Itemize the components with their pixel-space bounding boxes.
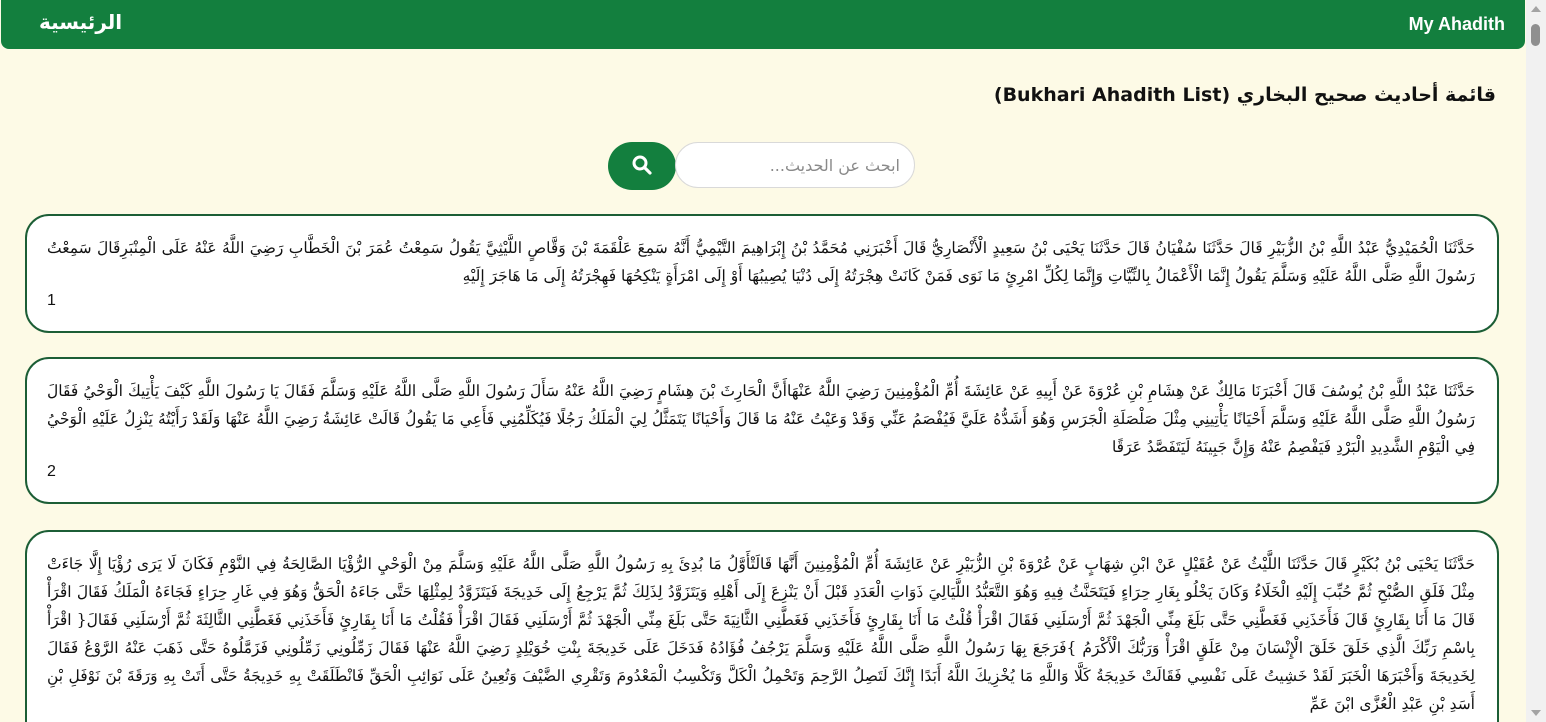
search-input[interactable] xyxy=(675,142,915,188)
brand-title[interactable]: My Ahadith xyxy=(1408,14,1505,34)
nav-home-link[interactable]: الرئيسية xyxy=(39,10,123,34)
scroll-up-arrow-icon[interactable] xyxy=(1531,6,1541,12)
scroll-down-arrow-icon[interactable] xyxy=(1531,710,1541,716)
hadith-text: حَدَّثَنَا عَبْدُ اللَّهِ بْنُ يُوسُفَ قَالَ أَخْبَرَنَا مَالِكٌ عَنْ هِشَامِ بْنِ عُرْوَةَ عَنْ أَبِيهِ عَنْ عَائِشَةَ أُمِّ الْمُؤْمِنِينَ رَضِيَ اللَّهُ عَنْهَاأَنَّ الْحَارِثَ بْنَ هِشَامٍ رَضِيَ اللَّهُ عَنْهُ سَأَلَ رَسُولَ اللَّهِ صَلَّى اللَّهُ عَلَيْهِ وَسَلَّمَ فَقَالَ يَا رَسُولَ اللَّهِ كَيْفَ يَأْتِيكَ الْوَحْيُ فَقَالَ رَسُولُ اللَّهِ صَلَّى اللَّهُ عَلَيْهِ وَسَلَّمَ أَحْيَانًا يَأْتِينِي مِثْلَ صَلْصَلَةِ الْجَرَسِ وَهُوَ أَشَدُّهُ عَلَيَّ فَيُفْصَمُ عَنِّي وَقَدْ وَعَيْتُ عَنْهُ مَا قَالَ وَأَحْيَانًا يَتَمَثَّلُ لِيَ الْمَلَكُ رَجُلًا فَيُكَلِّمُنِي فَأَعِي مَا يَقُولُ قَالَتْ عَائِشَةُ رَضِيَ اللَّهُ عَنْهَا وَلَقَدْ رَأَيْتُهُ يَنْزِلُ عَلَيْهِ الْوَحْيُ فِي الْيَوْمِ الشَّدِيدِ الْبَرْدِ فَيَفْصِمُ عَنْهُ وَإِنَّ جَبِينَهُ لَيَتَفَصَّدُ عَرَقًا xyxy=(47,382,1475,456)
search-bar xyxy=(608,142,918,190)
hadith-number: 2 xyxy=(47,463,56,480)
hadith-text: حَدَّثَنَا يَحْيَى بْنُ بُكَيْرٍ قَالَ حَدَّثَنَا اللَّيْثُ عَنْ عُقَيْلٍ عَنْ ابْنِ شِهَابٍ عَنْ عُرْوَةَ بْنِ الزُّبَيْرِ عَنْ عَائِشَةَ أُمِّ الْمُؤْمِنِينَ أَنَّهَا قَالَتْأَوَّلُ مَا بُدِئَ بِهِ رَسُولُ اللَّهِ صَلَّى اللَّهُ عَلَيْهِ وَسَلَّمَ مِنْ الْوَحْيِ الرُّؤْيَا الصَّالِحَةُ فِي النَّوْمِ فَكَانَ لَا يَرَى رُؤْيَا إِلَّا جَاءَتْ مِثْلَ فَلَقِ الصُّبْحِ ثُمَّ حُبِّبَ إِلَيْهِ الْخَلَاءُ وَكَانَ يَخْلُو بِغَارِ حِرَاءٍ فَيَتَحَنَّثُ فِيهِ وَهُوَ التَّعَبُّدُ اللَّيَالِيَ ذَوَاتِ الْعَدَدِ قَبْلَ أَنْ يَنْزِعَ إِلَى أَهْلِهِ وَيَتَزَوَّدُ لِذَلِكَ ثُمَّ يَرْجِعُ إِلَى خَدِيجَةَ فَيَتَزَوَّدُ لِمِثْلِهَا حَتَّى جَاءَهُ الْحَقُّ وَهُوَ فِي غَارِ حِرَاءٍ فَجَاءَهُ الْمَلَكُ فَقَالَ اقْرَأْ قَالَ مَا أَنَا بِقَارِئٍ قَالَ فَأَخَذَنِي فَغَطَّنِي حَتَّى بَلَغَ مِنِّي الْجَهْدَ ثُمَّ أَرْسَلَنِي فَقَالَ اقْرَأْ قُلْتُ مَا أَنَا بِقَارِئٍ فَأَخَذَنِي فَغَطَّنِي الثَّانِيَةَ حَتَّى بَلَغَ مِنِّي الْجَهْدَ ثُمَّ أَرْسَلَنِي فَقَالَ اقْرَأْ فَقُلْتُ مَا أَنَا بِقَارِئٍ فَأَخَذَنِي فَغَطَّنِي الثَّالِثَةَ ثُمَّ أَرْسَلَنِي فَقَالَ{ اقْرَأْ بِاسْمِ رَبِّكَ الَّذِي خَلَقَ خَلَقَ الْإِنْسَانَ مِنْ عَلَقٍ اقْرَأْ وَرَبُّكَ الْأَكْرَمُ }فَرَجَعَ بِهَا رَسُولُ اللَّهِ صَلَّى اللَّهُ عَلَيْهِ وَسَلَّمَ يَرْجُفُ فُؤَادُهُ فَدَخَلَ عَلَى خَدِيجَةَ بِنْتِ خُوَيْلِدٍ رَضِيَ اللَّهُ عَنْهَا فَقَالَ زَمِّلُونِي زَمِّلُونِي فَزَمَّلُوهُ حَتَّى ذَهَبَ عَنْهُ الرَّوْعُ فَقَالَ لِخَدِيجَةَ وَأَخْبَرَهَا الْخَبَرَ لَقَدْ خَشِيتُ عَلَى نَفْسِي فَقَالَتْ خَدِيجَةُ كَلَّا وَاللَّهِ مَا يُخْزِيكَ اللَّهُ أَبَدًا إِنَّكَ لَتَصِلُ الرَّحِمَ وَتَحْمِلُ الْكَلَّ وَتَكْسِبُ الْمَعْدُومَ وَتَقْرِي الضَّيْفَ وَتُعِينُ عَلَى نَوَائِبِ الْحَقِّ فَانْطَلَقَتْ بِهِ خَدِيجَةُ حَتَّى أَتَتْ بِهِ وَرَقَةَ بْنَ نَوْفَلِ بْنِ أَسَدِ بْنِ عَبْدِ الْعُزَّى ابْنَ عَمِّ xyxy=(47,555,1475,713)
navbar xyxy=(1,0,1525,49)
search-icon xyxy=(632,155,652,178)
hadith-number: 1 xyxy=(47,292,56,309)
scroll-thumb[interactable] xyxy=(1531,24,1540,46)
hadith-card[interactable] xyxy=(25,214,1499,333)
search-button[interactable] xyxy=(608,142,676,190)
hadith-card[interactable] xyxy=(25,357,1499,504)
hadith-text: حَدَّثَنَا الْحُمَيْدِيُّ عَبْدُ اللَّهِ بْنُ الزُّبَيْرِ قَالَ حَدَّثَنَا سُفْيَانُ قَالَ حَدَّثَنَا يَحْيَى بْنُ سَعِيدٍ الْأَنْصَارِيُّ قَالَ أَخْبَرَنِي مُحَمَّدُ بْنُ إِبْرَاهِيمَ التَّيْمِيُّ أَنَّهُ سَمِعَ عَلْقَمَةَ بْنَ وَقَّاصٍ اللَّيْثِيَّ يَقُولُ سَمِعْتُ عُمَرَ بْنَ الْخَطَّابِ رَضِيَ اللَّهُ عَنْهُ عَلَى الْمِنْبَرِقَالَ سَمِعْتُ رَسُولَ اللَّهِ صَلَّى اللَّهُ عَلَيْهِ وَسَلَّمَ يَقُولُ إِنَّمَا الْأَعْمَالُ بِالنِّيَّاتِ وَإِنَّمَا لِكُلِّ امْرِئٍ مَا نَوَى فَمَنْ كَانَتْ هِجْرَتُهُ إِلَى دُنْيَا يُصِيبُهَا أَوْ إِلَى امْرَأَةٍ يَنْكِحُهَا فَهِجْرَتُهُ إِلَى مَا هَاجَرَ إِلَيْهِ xyxy=(47,239,1475,285)
page-scrollbar[interactable] xyxy=(1526,0,1546,722)
hadith-card[interactable] xyxy=(25,530,1499,722)
page-title: قائمة أحاديث صحيح البخاري (Bukhari Ahadith List) xyxy=(993,84,1496,106)
